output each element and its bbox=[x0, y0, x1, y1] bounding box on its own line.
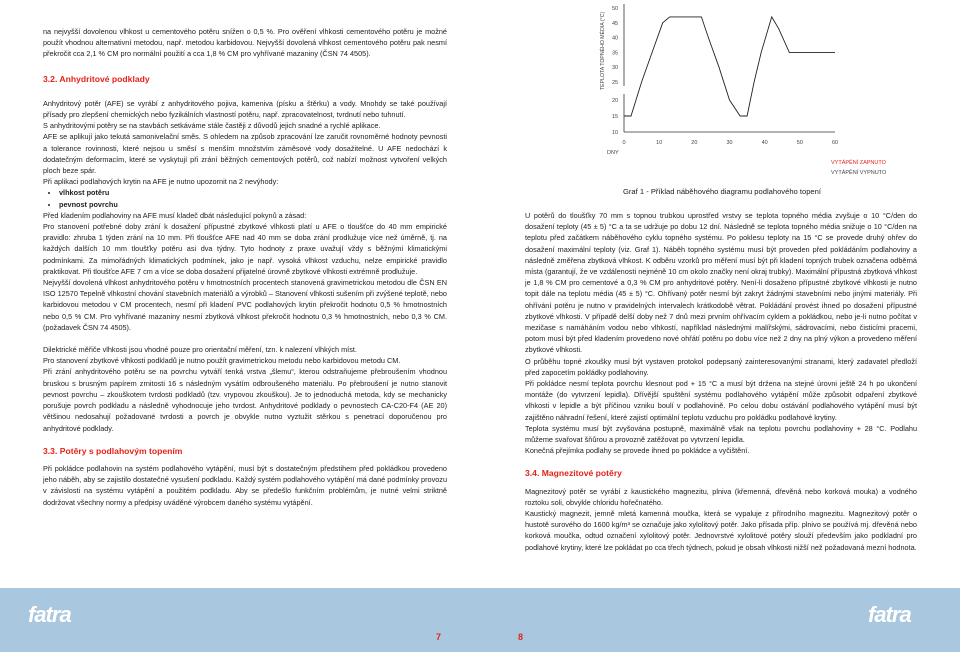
paragraph: Konečná přejímka podlahy se provede ihned po pokládce a vyčištění. bbox=[525, 446, 750, 456]
intro-paragraph: na nejvyšší dovolenou vlhkost u cementového potěru snížen o 0,5 %. Pro ověření vlhkosti cementového potěru je možné použít vhodnou alternativní metodou, např. metodou karbidovou. Nejvyšší dovolená vlhkost cementového potěru pak nesmí překročit cca 2,1 % CM pro normální použití a cca 1,8 % CM pro vyhřívané mazaniny (ČSN 74 4505). bbox=[43, 27, 447, 59]
paragraph: O průběhu topné zkoušky musí být vystaven protokol podepsaný zainteresovanými stranami, který zadavatel předloží před zapocetím pokládky podlahoviny. bbox=[525, 356, 917, 377]
x-ticks bbox=[622, 140, 838, 146]
right-column bbox=[525, 210, 917, 553]
paragraph: Teplota systému musí být zvyšována postupně, maximálně však na teplotu povrchu podlahoviny + 28 °C. Podlahu můžeme svařovat šňůrou a provozně zatěžovat po vytvrzení lepidla. bbox=[525, 423, 917, 445]
bullet-item: • vlhkost potěru bbox=[59, 187, 447, 198]
y-tick-label: 15 bbox=[611, 114, 619, 120]
y-ticks-lower bbox=[612, 98, 618, 136]
x-tick-label: 0 bbox=[622, 140, 626, 146]
y-tick-label: 10 bbox=[611, 130, 619, 136]
series-line bbox=[624, 17, 835, 116]
paragraph: Anhydritový potěr (AFE) se vyrábí z anhydritového pojiva, kameniva (písku a štěrku) a vody. Mnohdy se také používají přísady pro zlepšení chemických nebo fyzikálních vlastností potěru, např. zpracovatelnost, tvrdnutí nebo tuhnutí. bbox=[43, 98, 447, 120]
paragraph: Při zrání anhydritového potěru se na povrchu vytváří tenká vrstva „šlemu“, kterou odstraňujeme přebroušením vhodnou bruskou s brusným papírem zrnitosti 16 s následným vysátím odbroušeného materiálu. Po přebroušení je nutno stanovit pevnost povrchu – zkouškotem tvrdosti podkladů (tzv. vrypovou zkouškou). Je to jednoduchá metoda, kdy se mechanicky porušuje povrch podkladu a následně vyhodnocuje jeho tvrdost. Anhydritové podklady o pevnostech CA-C20-F4 (AE 20) většinou nedosahují požadované tvrdosti a povrch je obvykle nutno vyztužit stěrkou s penetrací doporučenou pro anhydritové podklady. bbox=[43, 367, 447, 433]
paragraph: Nejvyšší dovolená vlhkost anhydritového potěru v hmotnostních procentech stanovená gravimetrickou metodou dle ČSN EN ISO 12570 Tepelně vlhkostní chování stavebních materiálů a výrobků – Stanovení vlhkosti sušením při zvýšené teplotě, nebo karbidovou metodou v CM procentech, nesmí při kladení PVC podlahových krytin překročit hodnotu 0,5 % hmotnostních nebo 0,5 % CM. Pro vyhřívané mazaniny nesmí zbytková vlhkost překročit hodnotu 0,3 % hmotnostních, nebo 0,3 % CM. (požadavek ČSN 74 4505). bbox=[43, 278, 447, 332]
fatra-logo-right: fatra bbox=[868, 602, 911, 627]
paragraph: Pro stanovení potřebné doby zrání k dosažení přípustné zbytkové vlhkosti platí u AFE o tloušťce do 40 mm empirické pravidlo: zhruba 1 týden zrání na 10 mm. Při tloušťce AFE nad 40 mm se doba zrání prodlužuje více než úměrně, tj. na každých dalších 10 mm tloušťky potěru asi dva týdny. Tyto hodnoty z praxe uvažují vždy s běžnými klimatickými podmínkami. Za mimořádných klimatických podmínek, jako je např. vysoká vlhkost vzduchu, nelze empirické pravidlo praktikovat. Při tloušťce AFE 7 cm a více se doba dosažení přijatelné úrovně zbytkové vlhkosti extrémně prodlužuje. bbox=[43, 222, 447, 276]
y-tick-label: 35 bbox=[611, 50, 619, 57]
section-heading-3-4: 3.4. Magnezitové potěry bbox=[525, 468, 622, 479]
x-tick-label: 20 bbox=[691, 140, 698, 146]
y-tick-label: 40 bbox=[611, 35, 619, 42]
chart-ylabel: TEPLOTA TOPNÉHO MÉDIA (°C) bbox=[600, 11, 606, 90]
x-tick-label: 60 bbox=[831, 140, 839, 146]
paragraph: U potěrů do tloušťky 70 mm s topnou trubkou uprostřed vrstvy se teplota topného média zvyšuje o 10 °C/den do dosažení teploty (45 ± 5) °C a ta se udržuje po dobu 12 dní. Následně se teplota topného média snižuje o 10 °C/den na teplotu před začátkem náběhového cyklu topného systému. Po poklesu teploty na 15 °C se provede druhý ohřev do dosažení maximální teploty (viz. Graf 1). Náběh topného systému musí být proveden před pokládáním podlahoviny a následně změřena zbytková vlhkost. K odběru vzorků pro měření musí být při kladení topných trubek označena odběrná místa (garantují, že ve vzdálenosti nejméně 10 cm okolo značky není okraj trubky). Maximální přípustná zbytková vlhkost je 1,8 % CM pro cementové a 0,3 % CM pro anhydritové potěry. Není-li dosaženo přípustné zbytkové vlhkosti je nutno topit dále na teplotu média (45 ± 5) °C. Ohřívaný potěr nesmí být zakryt žádnými stavebními nebo jinými materiály. Při ohřívání potěru je nutno v pravidelných intervalech krátkodobě větrat. Pokládání provést ihned po dosažení přípustné zbytkové vlhkosti. V případě delší doby než 7 dnů mezi prvním ohřívacím cyklem a pokládkou, nebo je-li nutno počítat v mezičase s namáháním vodou nebo vlhkostí, například následnými malířskými, sádrovacími, nebo čisticími pracemi, potom musí být před kladením provedeno nové ohřátí potěru po dobu více než 2 dny na plný výkon a provedeno měření zbytkové vlhkosti. bbox=[525, 211, 917, 355]
paragraph: S anhydritovými potěry se na stavbách setkáváme stále častěji z důvodů jejich snadné a rychlé aplikace. bbox=[43, 121, 381, 131]
paragraph: AFE se aplikují jako tekutá samonivelační směs. S ohledem na způsob zpracování lze zaručit rovnoměrné hodnoty pevnosti a tolerance rovinnosti, které nejsou u směsí s menším množstvím záměsové vody dosažitelné. U AFE nedochází k dodatečným deformacím, které se vyskytují při zrání běžných cementových potěrů, což nabízí možnost vytvoření velkých ploch beze spár. bbox=[43, 132, 447, 176]
page-number-right: 8 bbox=[518, 632, 524, 642]
section-heading-3-3: 3.3. Potěry s podlahovým topením bbox=[43, 445, 183, 456]
x-tick-label: 50 bbox=[796, 140, 803, 146]
paragraph: Pro stanovení zbytkové vlhkosti podkladů je nutno použít gravimetrickou metodu nebo karbidovou metodu CM. bbox=[43, 356, 401, 366]
chart-axes bbox=[624, 4, 835, 132]
page-number-left: 7 bbox=[436, 632, 442, 642]
left-column bbox=[43, 26, 447, 508]
paragraph: Magnezitový potěr se vyrábí z kaustického magnezitu, plniva (křemenná, dřevěná nebo korková mouka) a vodného roztoku soli, obvykle chloridu hořečnatého. bbox=[525, 486, 917, 507]
y-tick-label: 50 bbox=[611, 6, 619, 12]
y-tick-label: 25 bbox=[611, 80, 619, 86]
paragraph: Dilektrické měřiče vlhkosti jsou vhodné pouze pro orientační měření, tzn. k nalezení vlhkých míst. bbox=[43, 345, 357, 355]
paragraph: Kaustický magnezit, jemně mletá kamenná moučka, která se vypaluje z přírodního magnezitu. Magnezitový potěr o hustotě surového do 1600 kg/m³ se označuje jako xylolitový potěr. Jako přísada příp. plnivo se používá mj. dřevěná nebo korková moučka, odtud označení xylolitový potěr. Jednovrstvé xylolitové potěry slouží především jako podkladní pro podlahové krytiny, které lze pokládat po cca třech týdnech, pokud je obsah vlhkosti nižší než požadovaná mezní hodnota. bbox=[525, 509, 917, 552]
legend-on: VYTÁPĚNÍ ZAPNUTO bbox=[831, 160, 886, 166]
y-ticks-upper bbox=[612, 6, 618, 86]
y-tick-label: 20 bbox=[611, 98, 619, 104]
heating-chart bbox=[595, 0, 935, 200]
chart-caption: Graf 1 - Příklad náběhového diagramu podlahového topení bbox=[623, 187, 821, 196]
fatra-logo-left: fatra bbox=[28, 602, 71, 627]
paragraph: Při aplikaci podlahových krytin na AFE je nutno upozornit na 2 nevýhody: bbox=[43, 177, 279, 187]
chart-series bbox=[624, 17, 835, 116]
legend-off: VYTÁPĚNÍ VYPNUTO bbox=[831, 170, 887, 176]
x-tick-label: 40 bbox=[761, 140, 768, 146]
x-tick-label: 10 bbox=[656, 140, 663, 146]
section-heading-3-2: 3.2. Anhydritové podklady bbox=[43, 73, 150, 84]
chart-xlabel: DNY bbox=[607, 150, 619, 156]
bullet-list bbox=[43, 187, 447, 209]
paragraph: Při pokládce nesmí teplota povrchu klesnout pod + 15 °C a musí být držena na stejné úrovni ještě 24 h po ukončení montáže (do vytvrzení lepidla). Dřívější spuštění systému podlahového vytápění může způsobit odpaření zbytkové vlhkosti v lepidle a být příčinou vzniku boulí v podlahovině. Po celou dobu ostávání podlahového vytápění musí být zajištěno náhradní řešení, které zajistí optimální teplotu vzduchu pro pokládku podlahové krytiny. bbox=[525, 379, 917, 422]
paragraph: Při pokládce podlahovin na systém podlahového vytápění, musí být s dostatečným předstihem před pokládkou provedeno jeho náběh, aby se zajistilo dostatečné vysušení podkladu. Každý systém podlahového vytápění má dané podmínky provozu v závislosti na systému vytápění a použitém podkladu. Aby se předešlo funkčním problémům, je nutné velmi striktně dodržovat všechny normy a předpisy uváděné výrobcem daného systému vytápění. bbox=[43, 463, 447, 507]
chart-legend bbox=[831, 158, 887, 176]
footer-band bbox=[0, 588, 960, 652]
x-tick-label: 30 bbox=[726, 140, 733, 146]
y-tick-label: 30 bbox=[611, 65, 619, 72]
bullet-item: • pevnost povrchu bbox=[59, 199, 447, 210]
paragraph: Před kladením podlahoviny na AFE musí kladeč dbát následující pokynů a zásad: bbox=[43, 210, 307, 220]
y-tick-label: 45 bbox=[611, 20, 619, 27]
